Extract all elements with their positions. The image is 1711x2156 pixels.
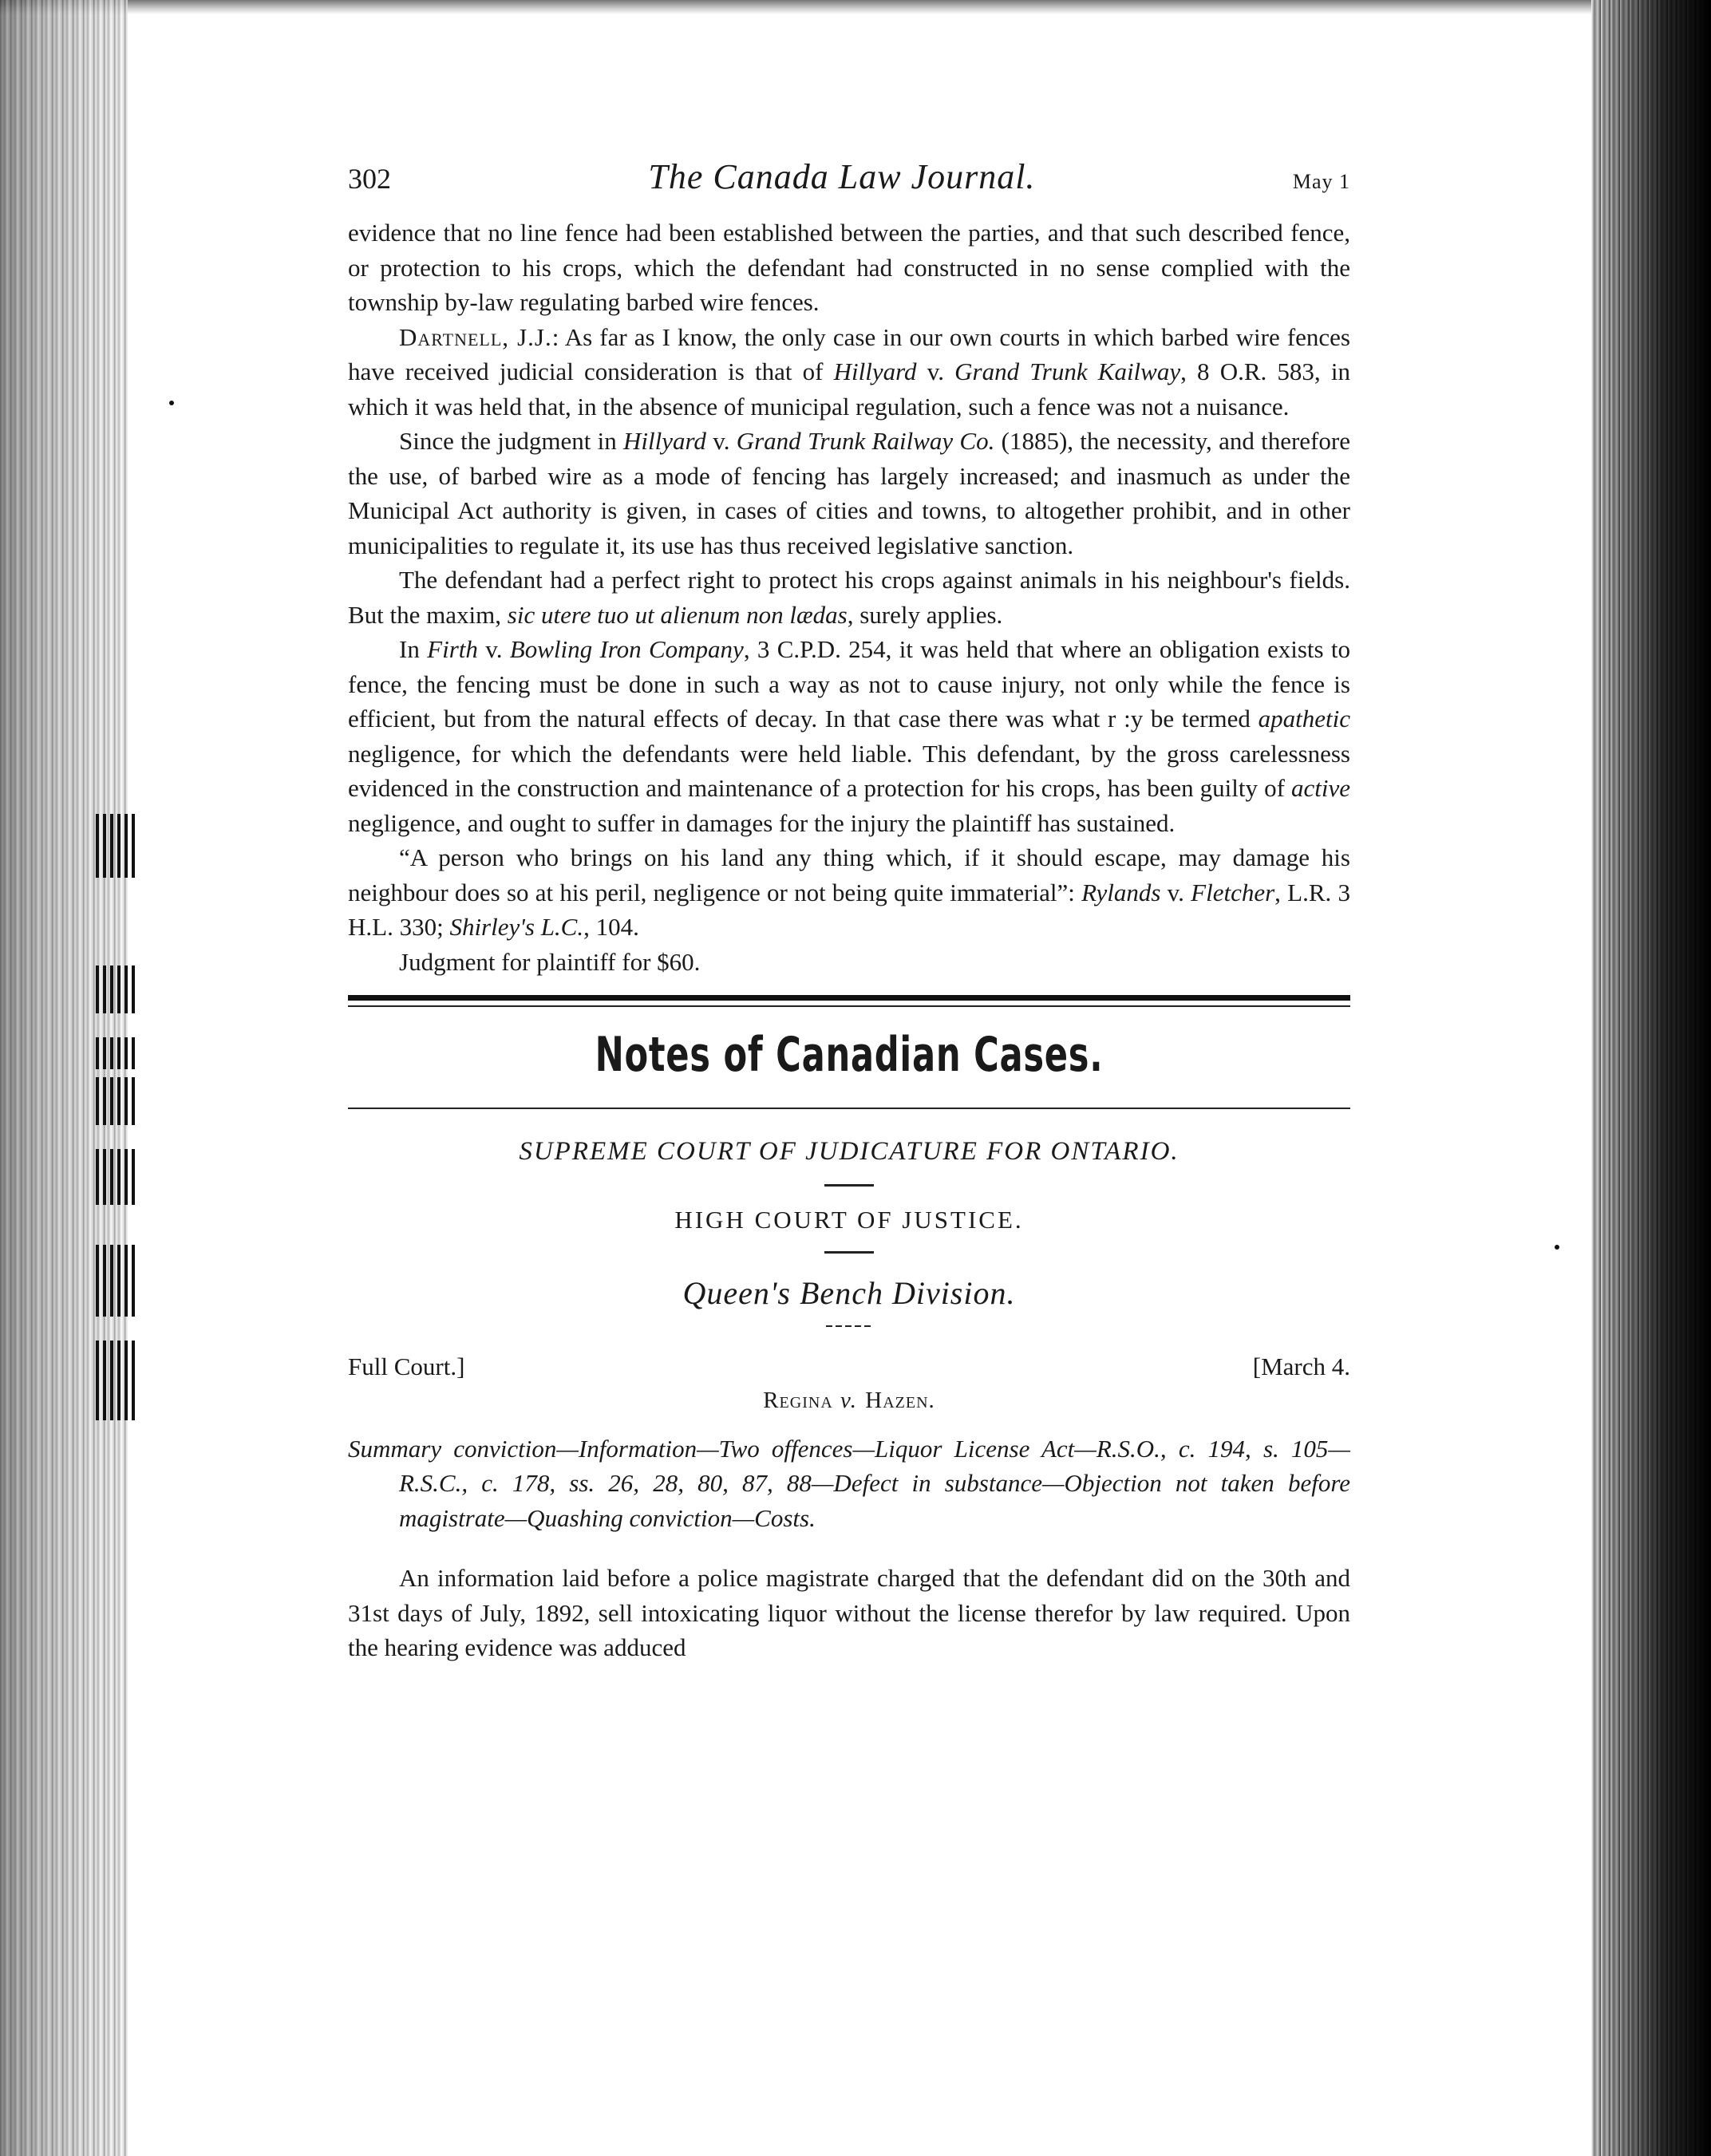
latin-maxim: sic utere tuo ut alienum non lædas xyxy=(507,600,848,629)
case-name: Fletcher xyxy=(1191,878,1275,906)
scan-top-edge xyxy=(0,0,1711,14)
page-number: 302 xyxy=(348,163,391,195)
case-name: Hillyard xyxy=(623,427,706,455)
section-heading: Notes of Canadian Cases. xyxy=(595,1027,1104,1083)
case-name: Grand Trunk Kailway xyxy=(954,357,1181,385)
paragraph-judgment: Judgment for plaintiff for $60. xyxy=(399,947,701,976)
case-title: Regina v. Hazen. xyxy=(763,1388,935,1413)
court-type: Full Court.] xyxy=(348,1352,465,1380)
case-name: Shirley's L.C. xyxy=(449,913,584,941)
section-divider-thick xyxy=(348,995,1350,1001)
paragraph-quotation: “A person who brings on his land any thing which, if it should escape, may damage his neighbour does so at his peril, negligence or not being quite immaterial”: Rylands v. Fletcher, L.R. 3 H.L. 330; Shirley's L.C., 104. xyxy=(348,843,1350,941)
section-divider-thin xyxy=(348,1005,1350,1007)
emphasis-term: active xyxy=(1290,774,1350,802)
court-name: SUPREME COURT OF JUDICATURE FOR ONTARIO. xyxy=(519,1137,1180,1166)
case-name: Rylands xyxy=(1081,878,1161,906)
running-header xyxy=(348,157,1350,215)
high-court-name: HIGH COURT OF JUSTICE. xyxy=(674,1205,1024,1234)
binding-mark xyxy=(96,814,136,878)
scan-binding-right xyxy=(1591,0,1711,2156)
binding-mark xyxy=(96,965,136,1013)
case-headnote: Summary conviction—Information—Two offences—Liquor License Act—R.S.O., c. 194, s. 105—R.S.C., c. 178, ss. 26, 28, 80, 87, 88—Defect in substance—Objection not taken before magistrate—Quashing conviction—Costs. xyxy=(348,1434,1350,1532)
binding-mark xyxy=(96,1077,136,1125)
case-name: Bowling Iron Company xyxy=(509,635,744,663)
binding-mark xyxy=(96,1149,136,1205)
scan-speck xyxy=(1555,1245,1559,1250)
case-meta-row xyxy=(348,1349,1350,1384)
judge-name: Dartnell, J.J. xyxy=(399,322,552,351)
binding-mark xyxy=(96,1245,136,1317)
journal-page xyxy=(348,157,1351,1665)
short-divider xyxy=(824,1251,874,1254)
scan-speck xyxy=(169,401,174,405)
journal-title: The Canada Law Journal. xyxy=(648,157,1036,196)
case-date: [March 4. xyxy=(1252,1352,1350,1380)
paragraph-dartnell: Dartnell, J.J.: As far as I know, the only case in our own courts in which barbed wire fences have received judicial consideration is that of Hillyard v. Grand Trunk Kailway, 8 O.R. 583, in which it was held that, in the absence of municipal regulation, such a fence was not a nuisance. xyxy=(348,322,1350,421)
binding-mark xyxy=(96,1341,136,1420)
binding-mark xyxy=(96,1037,136,1069)
issue-date: May 1 xyxy=(1292,170,1350,193)
paragraph-since-judgment: Since the judgment in Hillyard v. Grand Trunk Railway Co. (1885), the necessity, and therefore the use, of barbed wire as a mode of fencing has largely increased; and inasmuch as under the Municipal Act authority is given, in cases of cities and towns, to altogether prohibit, and in other municipalities to regulate it, its use has thus received legislative sanction. xyxy=(348,427,1350,559)
short-divider xyxy=(824,1184,874,1187)
paragraph-evidence: evidence that no line fence had been established between the parties, and that such described fence, or protection to his crops, which the defendant had constructed in no sense complied with the township by-law regulating barbed wire fences. xyxy=(348,219,1350,316)
case-name: Firth xyxy=(427,635,478,663)
short-divider-dashed xyxy=(826,1325,872,1327)
paragraph-firth: In Firth v. Bowling Iron Company, 3 C.P.D. 254, it was held that where an obligation exists to fence, the fencing must be done in such a way as not to cause injury, not only while the fence is efficient, but from the natural effects of decay. In that case there was what r :y be termed apathetic negligence, for which the defendants were held liable. This defendant, by the gross carelessness evidenced in the construction and maintenance of a protection for his crops, has been guilty of active negligence, and ought to suffer in damages for the injury the plaintiff has sustained. xyxy=(348,635,1351,837)
division-name: Queen's Bench Division. xyxy=(682,1275,1016,1311)
case-name: Grand Trunk Railway Co. xyxy=(736,427,995,455)
case-body-text: An information laid before a police magistrate charged that the defendant did on the 30th and 31st days of July, 1892, sell intoxicating liquor without the license therefor by law required. Upon the hearing evidence was adduced xyxy=(348,1564,1350,1661)
heading-underline xyxy=(348,1108,1350,1109)
emphasis-term: apathetic xyxy=(1258,705,1350,732)
case-name: Hillyard xyxy=(833,357,917,385)
paragraph-perfect-right: The defendant had a perfect right to protect his crops against animals in his neighbour's fields. But the maxim, sic utere tuo ut alienum non lædas, surely applies. xyxy=(348,566,1350,629)
